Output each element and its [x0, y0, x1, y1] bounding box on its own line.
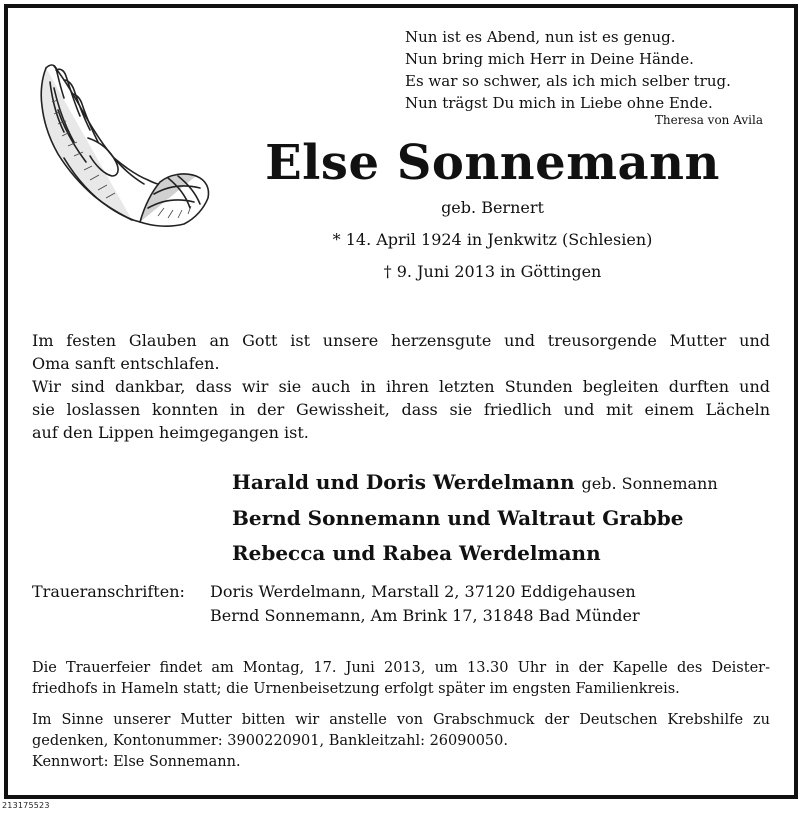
donation-notice: [32, 710, 770, 773]
praying-hands-icon: [28, 58, 218, 238]
ad-code: 213175523: [2, 801, 50, 810]
funeral-line: friedhofs in Hameln statt; die Urnenbeisetzung erfolgt später im engsten Familienkreis.: [32, 681, 680, 697]
family-birth-name: geb. Sonnemann: [581, 474, 718, 493]
address-row: [32, 580, 772, 604]
poem-line: Nun bring mich Herr in Deine Hände.: [405, 50, 694, 68]
announcement-line: auf den Lippen heimgegangen ist.: [32, 423, 309, 442]
address-entry: Bernd Sonnemann, Am Brink 17, 31848 Bad Münder: [210, 606, 640, 625]
birth-name: geb. Bernert: [441, 198, 544, 217]
poem-line: Es war so schwer, als ich mich selber trug.: [405, 72, 731, 90]
poem-line: Nun ist es Abend, nun ist es genug.: [405, 28, 676, 46]
announcement-line: Wir sind dankbar, dass wir sie auch in ihren letzten Stunden begleiten durften und: [32, 377, 770, 396]
address-label: Traueranschriften:: [32, 582, 185, 601]
death-date: † 9. Juni 2013 in Göttingen: [383, 262, 602, 281]
family-line: Bernd Sonnemann und Waltraut Grabbe: [232, 506, 684, 530]
donation-line: Kennwort: Else Sonnemann.: [32, 754, 241, 770]
funeral-notice: [32, 658, 770, 700]
announcement-line: sie loslassen konnten in der Gewissheit, dass sie friedlich und mit einem Lächeln: [32, 400, 770, 419]
poem-line: Nun trägst Du mich in Liebe ohne Ende.: [405, 94, 713, 112]
mourning-addresses: [32, 580, 772, 628]
family-name: Harald und Doris Werdelmann: [232, 470, 575, 494]
family-line: [232, 465, 777, 501]
announcement-line: Oma sanft entschlafen.: [32, 354, 220, 373]
family-line: Rebecca und Rabea Werdelmann: [232, 541, 601, 565]
poem: [405, 26, 775, 128]
funeral-line: Die Trauerfeier findet am Montag, 17. Juni 2013, um 13.30 Uhr in der Kapelle des Deister-: [32, 660, 770, 676]
address-row: [32, 604, 772, 628]
family-signatures: [232, 465, 777, 571]
deceased-name: Else Sonnemann: [265, 135, 720, 191]
announcement-line: Im festen Glauben an Gott ist unsere herzensgute und treusorgende Mutter und: [32, 331, 770, 350]
donation-line: Im Sinne unserer Mutter bitten wir anstelle von Grabschmuck der Deutschen Krebshilfe zu: [32, 712, 770, 728]
poem-author: Theresa von Avila: [654, 113, 763, 127]
address-entry: Doris Werdelmann, Marstall 2, 37120 Eddigehausen: [210, 582, 636, 601]
donation-line: gedenken, Kontonummer: 3900220901, Bankleitzahl: 26090050.: [32, 733, 508, 749]
announcement-text: [32, 329, 770, 444]
birth-date: * 14. April 1924 in Jenkwitz (Schlesien): [332, 230, 653, 249]
